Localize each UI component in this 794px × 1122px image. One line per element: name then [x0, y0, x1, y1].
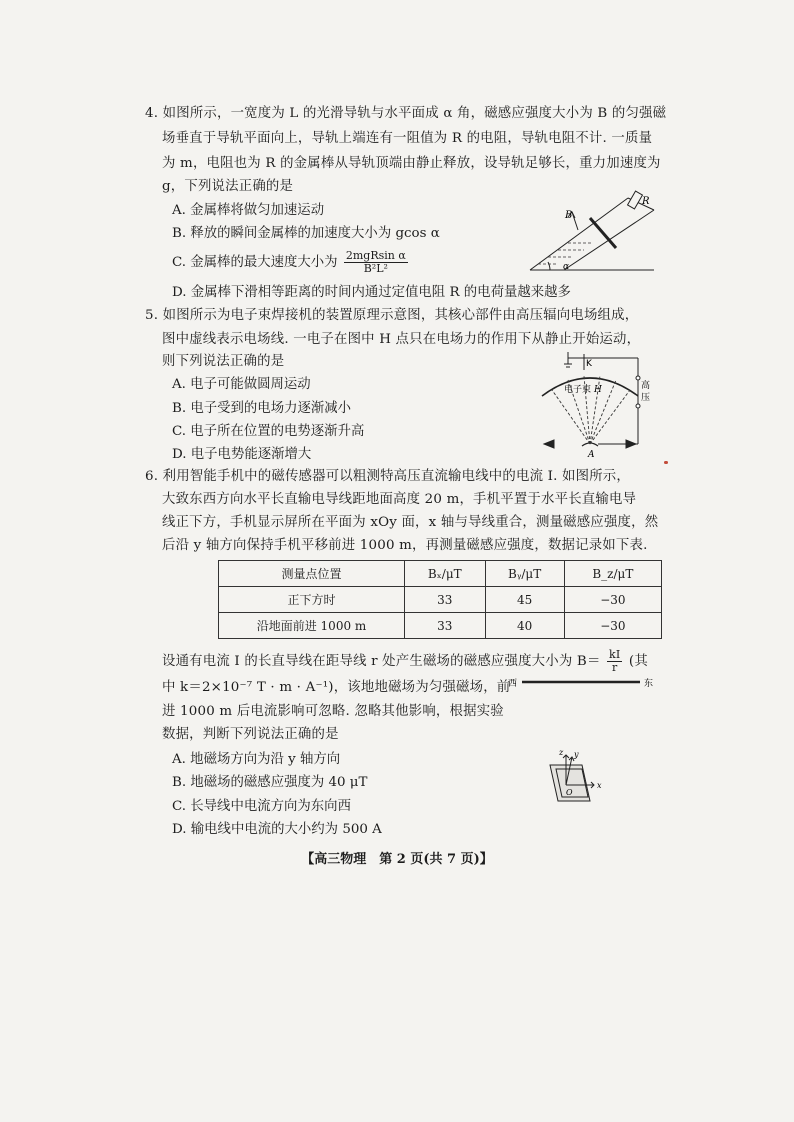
- label-H: H: [594, 385, 602, 395]
- q5-option-d: D. 电子电势能逐渐增大: [172, 447, 312, 462]
- q4-option-d: D. 金属棒下滑相等距离的时间内通过定值电阻 R 的电荷量越来越多: [172, 285, 571, 300]
- label-K: K: [586, 359, 592, 369]
- q6-formula-numerator: kI: [609, 648, 621, 661]
- label-origin: O: [566, 788, 573, 797]
- label-high-voltage-1: 高: [641, 381, 651, 391]
- table-cell: 40: [485, 613, 564, 639]
- q4-option-c-numerator: 2mgRsin α: [345, 249, 406, 262]
- q4-line-4: g，下列说法正确的是: [162, 179, 294, 194]
- q6-after-line-1-suffix: (其: [628, 654, 648, 669]
- q6-option-c: C. 长导线中电流方向为东向西: [172, 799, 351, 814]
- q4-line-2: 场垂直于导轨平面向上，导轨上端连有一阻值为 R 的电阻，导轨电阻不计. 一质量: [162, 131, 653, 146]
- q4-line-1: 4. 如图所示，一宽度为 L 的光滑导轨与水平面成 α 角，磁感应强度大小为 B 的匀强磁: [145, 106, 667, 121]
- q6-after-line-1-text: 设通有电流 I 的长直导线在距导线 r 处产生磁场的磁感应强度大小为 B＝: [162, 654, 601, 669]
- q5-option-b: B. 电子受到的电场力逐渐减小: [172, 401, 352, 416]
- table-cell: 33: [405, 587, 485, 613]
- resistor-symbol: [628, 191, 643, 209]
- q4-option-c: [172, 250, 410, 275]
- q6-line-3: 线正下方，手机显示屏所在平面为 xOy 面，x 轴与导线重合，测量磁感应强度，然: [162, 515, 659, 530]
- q6-line-2: 大致东西方向水平长直输电导线距地面高度 20 m，手机平置于水平长直输电导: [162, 492, 637, 507]
- table-cell: 45: [485, 587, 564, 613]
- q6-option-d: D. 输电线中电流的大小约为 500 A: [172, 822, 382, 837]
- q5-option-c: C. 电子所在位置的电势逐渐升高: [172, 424, 365, 439]
- table-header: Bₓ/μT: [405, 561, 485, 587]
- q5-line-3: 则下列说法正确的是: [162, 354, 285, 369]
- table-row: [219, 587, 662, 613]
- q5-welder-figure: [538, 340, 656, 458]
- q6-formula-denominator: r: [611, 661, 618, 674]
- q4-option-b: B. 释放的瞬间金属棒的加速度大小为 gcos α: [172, 226, 440, 241]
- page-footer: 【高三物理 第 2 页(共 7 页)】: [301, 852, 493, 867]
- table-cell: −30: [564, 587, 661, 613]
- label-high-voltage-2: 压: [641, 393, 651, 403]
- q6-after-line-3: 进 1000 m 后电流影响可忽略. 忽略其他影响，根据实验: [162, 704, 504, 719]
- table-header: B_z/μT: [564, 561, 661, 587]
- q6-after-line-1: [162, 649, 648, 674]
- table-row: [219, 613, 662, 639]
- measurement-table: [218, 560, 662, 639]
- q6-formula-fraction: [607, 649, 622, 674]
- q5-line-1: 5. 如图所示为电子束焊接机的装置原理示意图，其核心部件由高压辐向电场组成，: [145, 308, 639, 323]
- q5-line-2: 图中虚线表示电场线. 一电子在图中 H 点只在电场力的作用下从静止开始运动，: [162, 332, 641, 347]
- power-line-figure: [508, 674, 656, 692]
- table-header: Bᵧ/μT: [485, 561, 564, 587]
- q6-after-line-4: 数据，判断下列说法正确的是: [162, 727, 339, 742]
- terminal-bottom: [636, 404, 640, 408]
- label-east: 东: [644, 679, 654, 689]
- q4-incline-figure: [528, 190, 658, 274]
- table-header-row: [219, 561, 662, 587]
- table-header: 测量点位置: [219, 561, 405, 587]
- q5-option-a: A. 电子可能做圆周运动: [172, 377, 311, 392]
- q6-line-1: 6. 利用智能手机中的磁传感器可以粗测特高压直流输电线中的电流 I. 如图所示，: [145, 469, 630, 484]
- q6-after-line-2: 中 k＝2×10⁻⁷ T · m · A⁻¹)，该地地磁场为匀强磁场，前: [162, 680, 511, 695]
- left-support: [544, 440, 554, 448]
- label-B: B: [565, 210, 573, 221]
- label-x: x: [597, 781, 602, 790]
- q4-option-c-denominator: B²L²: [363, 262, 388, 275]
- label-A: A: [588, 450, 595, 460]
- terminal-top: [636, 376, 640, 380]
- label-z: z: [559, 748, 564, 757]
- q6-option-a: A. 地磁场方向为沿 y 轴方向: [172, 752, 341, 767]
- phone-axes-figure: [544, 745, 608, 807]
- angle-arc: [548, 262, 550, 270]
- q4-option-c-fraction: [344, 250, 408, 275]
- label-y: y: [574, 750, 579, 759]
- table-cell: 33: [405, 613, 485, 639]
- rail-top: [530, 198, 628, 270]
- table-cell: 正下方时: [219, 587, 405, 613]
- right-support: [626, 440, 636, 448]
- table-cell: 沿地面前进 1000 m: [219, 613, 405, 639]
- table-cell: −30: [564, 613, 661, 639]
- q6-option-b: B. 地磁场的磁感应强度为 40 μT: [172, 775, 368, 790]
- label-west: 西: [508, 679, 518, 689]
- q4-option-a: A. 金属棒将做匀加速运动: [172, 203, 325, 218]
- label-electron-beam: 电子束: [564, 385, 592, 395]
- q4-line-3: 为 m，电阻也为 R 的金属棒从导轨顶端由静止释放，设导轨足够长，重力加速度为: [162, 156, 661, 171]
- q4-option-c-label: C. 金属棒的最大速度大小为: [172, 255, 338, 270]
- label-alpha: α: [563, 262, 570, 272]
- red-mark: [664, 461, 668, 464]
- label-R: R: [642, 196, 650, 207]
- q6-line-4: 后沿 y 轴方向保持手机平移前进 1000 m，再测量磁感应强度，数据记录如下表.: [162, 538, 648, 553]
